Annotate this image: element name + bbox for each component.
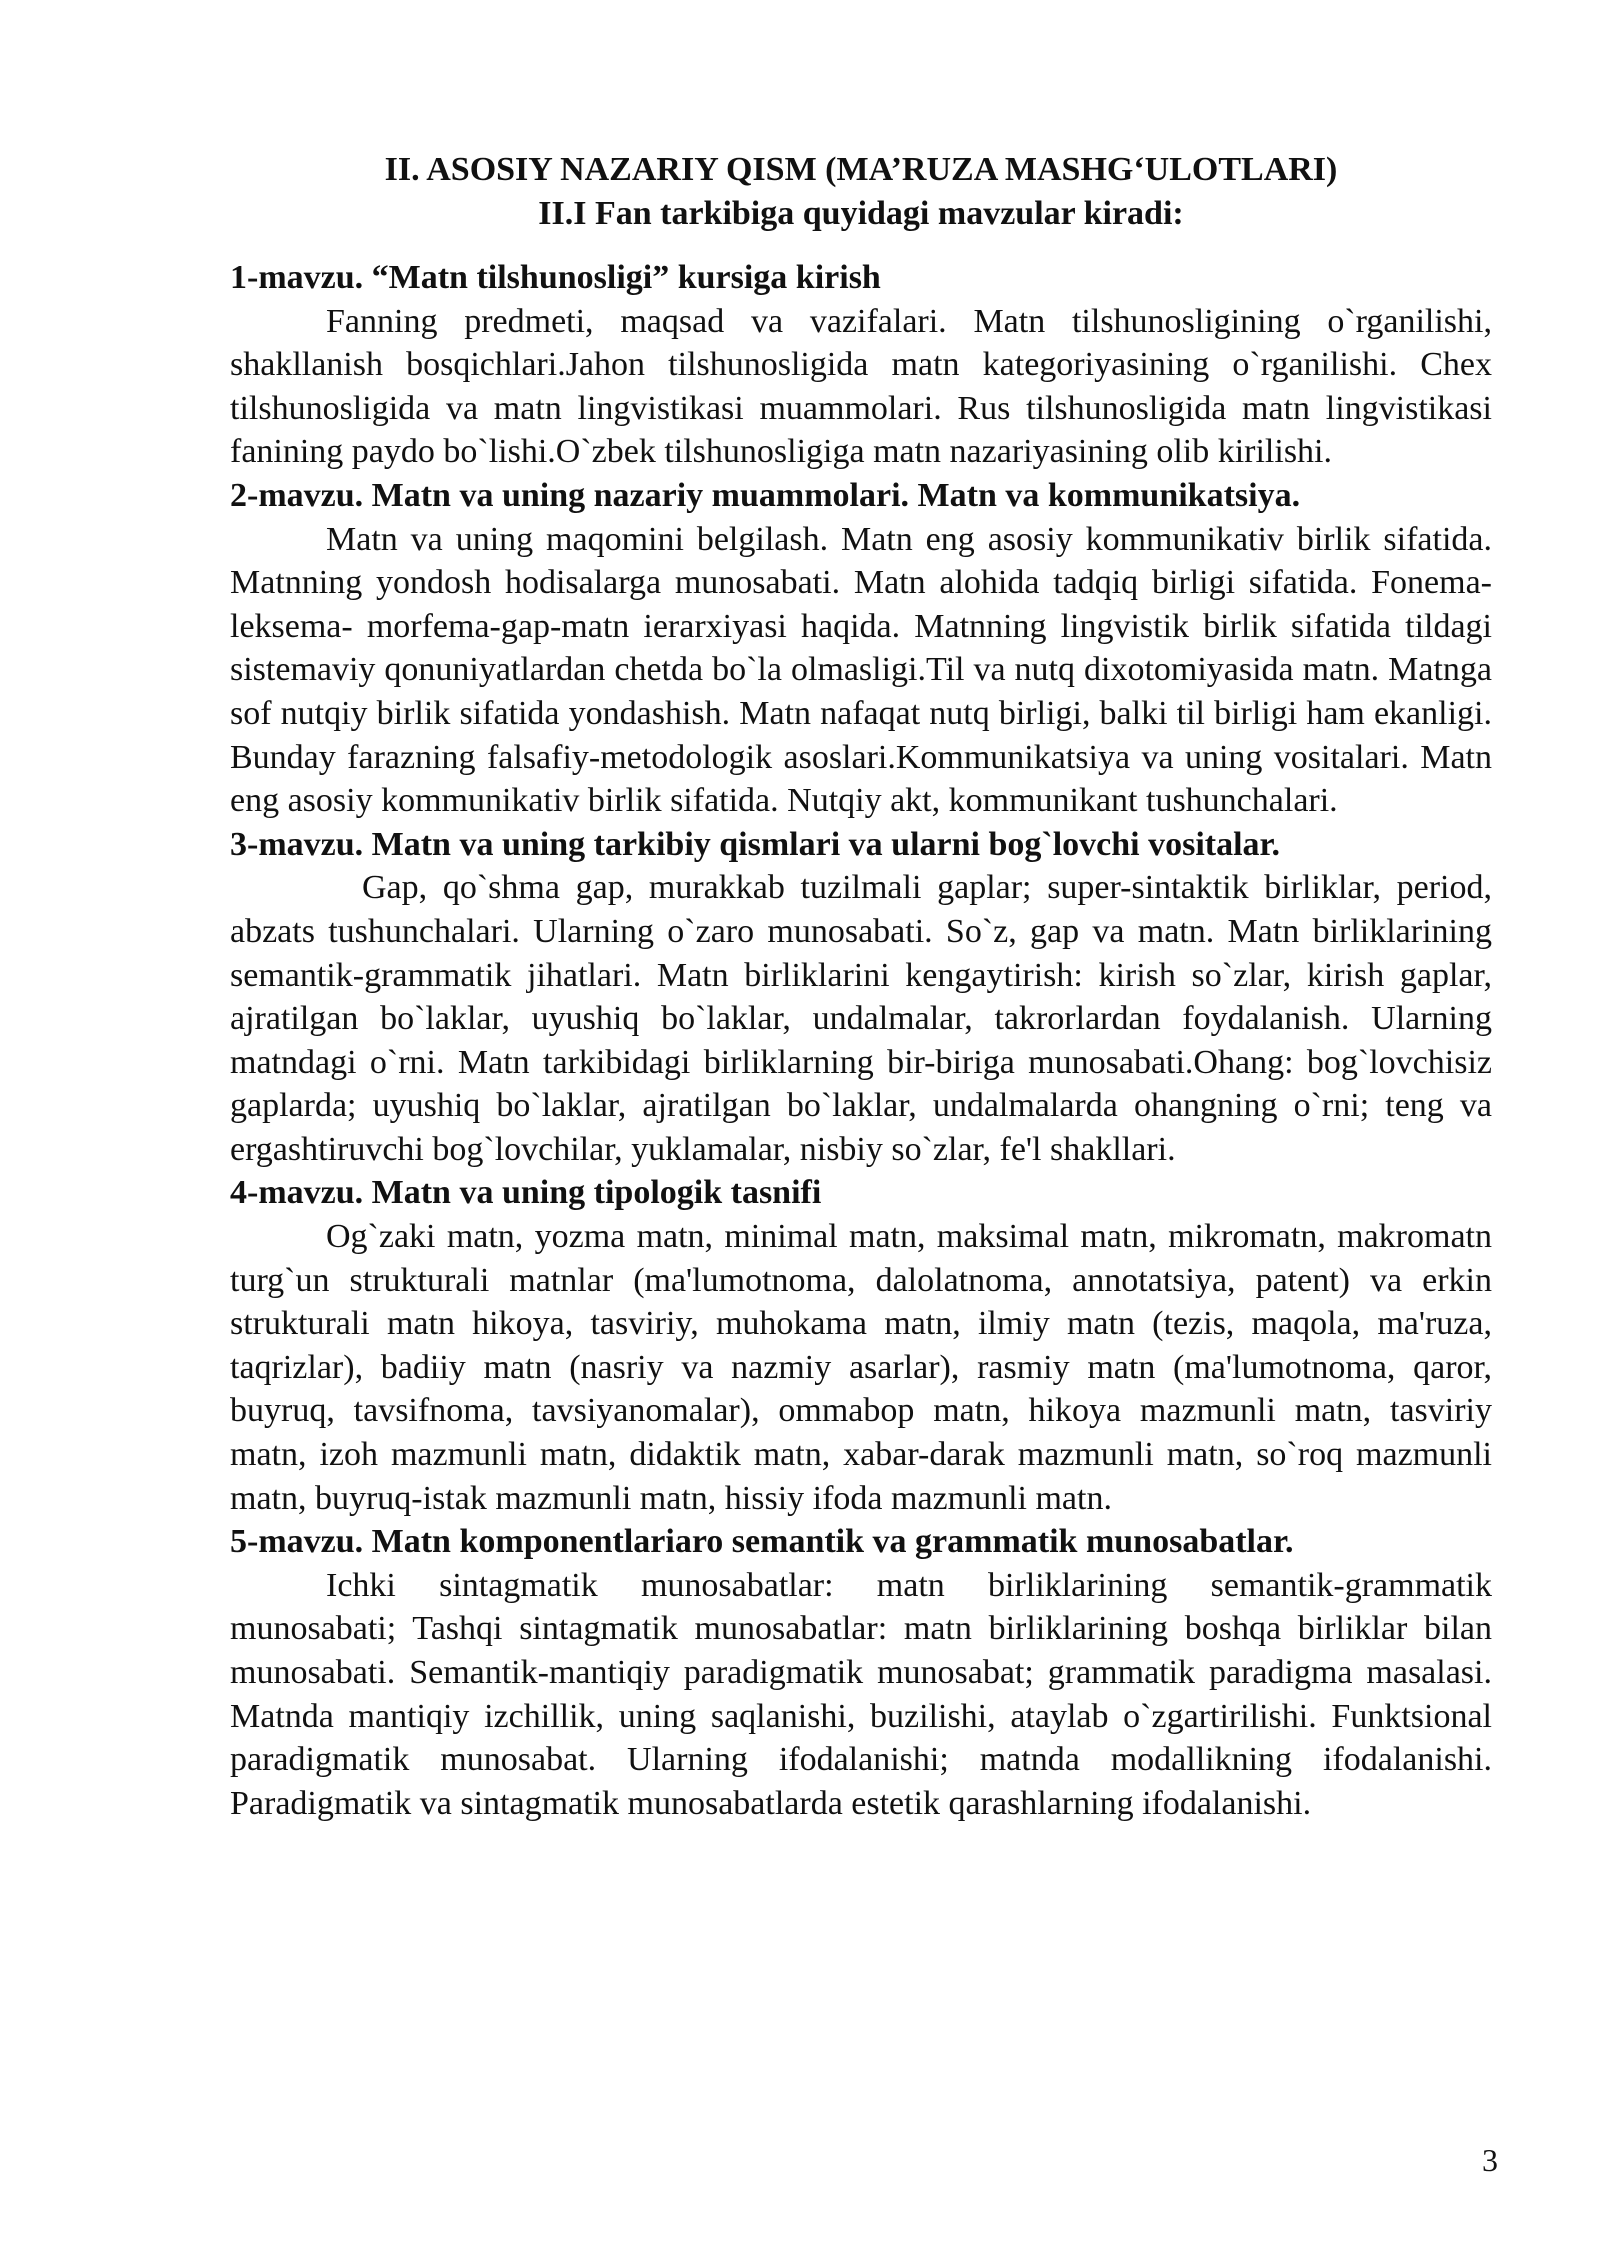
topic-2-body: Matn va uning maqomini belgilash. Matn eng asosiy kommunikativ birlik sifatida. Matnning yondosh hodisalarga munosabati. Matn alohida tadqiq birligi sifatida. Fonema-leksema- morfema-gap-matn ierarxiyasi haqida. Matnning lingvistik birlik sifatida tildagi sistemaviy qonuniyatlardan chetda bo`la olmasligi.Til va nutq dixotomiyasida matn. Matnga sof nutqiy birlik sifatida yondashish. Matn nafaqat nutq birligi, balki til birligi ham ekanligi. Bunday farazning falsafiy-metodologik asoslari.Kommunikatsiya va uning vositalari. Matn eng asosiy kommunikativ birlik sifatida. Nutqiy akt, kommunikant tushunchalari.: [230, 520, 1492, 820]
topic-5-title: 5-mavzu. Matn komponentlariaro semantik va grammatik munosabatlar.: [230, 1523, 1294, 1561]
page-number: 3: [1482, 2142, 1498, 2178]
topic-3-body: Gap, qo`shma gap, murakkab tuzilmali gaplar; super-sintaktik birliklar, period, abzats tushunchalari. Ularning o`zaro munosabati. So`z, gap va matn. Matn birliklarining semantik-grammatik jihatlari. Matn birliklarini kengaytirish: kirish so`zlar, kirish gaplar, ajratilgan bo`laklar, uyushiq bo`laklar, undalmalar, takrorlardan foydalanish. Ularning matndagi o`rni. Matn tarkibidagi birliklarning bir-biriga munosabati.Ohang: bog`lovchisiz gaplarda; uyushiq bo`laklar, ajratilgan bo`laklar, undalmalarda ohangning o`rni; teng va ergashtiruvchi bog`lovchilar, yuklamalar, nisbiy so`zlar, fe'l shakllari.: [230, 869, 1492, 1168]
section-title: II. ASOSIY NAZARIY QISM (MA’RUZA MASHG‘ULOTLARI): [384, 151, 1338, 188]
topic-5-body: Ichki sintagmatik munosabatlar: matn birliklarining semantik-grammatik munosabati; Tashqi sintagmatik munosabatlar: matn birliklarining boshqa birliklar bilan munosabati. Semantik-mantiqiy paradigmatik munosabat; grammatik paradigma masalasi. Matnda mantiqiy izchillik, uning saqlanishi, buzilishi, ataylab o`zgartirilishi. Funktsional paradigmatik munosabat. Ularning ifodalanishi; matnda modallikning ifodalanishi. Paradigmatik va sintagmatik munosabatlarda estetik qarashlarning ifodalanishi.: [230, 1566, 1492, 1822]
topic-4-title: 4-mavzu. Matn va uning tipologik tasnifi: [230, 1174, 822, 1212]
page-content: [230, 148, 1492, 1825]
topic-2-title: 2-mavzu. Matn va uning nazariy muammolari. Matn va kommunikatsiya.: [230, 476, 1301, 514]
topic-3-title: 3-mavzu. Matn va uning tarkibiy qismlari va ularni bog`lovchi vositalar.: [230, 825, 1280, 863]
topic-1-body: Fanning predmeti, maqsad va vazifalari. Matn tilshunosligining o`rganilishi, shakllanish bosqichlari.Jahon tilshunosligida matn kategoriyasining o`rganilishi. Chex tilshunosligida va matn lingvistikasi muammolari. Rus tilshunosligida matn lingvistikasi fanining paydo bo`lishi.O`zbek tilshunosligiga matn nazariyasining olib kirilishi.: [230, 302, 1492, 471]
topic-4-body: Og`zaki matn, yozma matn, minimal matn, maksimal matn, mikromatn, makromatn turg`un strukturali matnlar (ma'lumotnoma, dalolatnoma, annotatsiya, patent) va erkin strukturali matn hikoya, tasviriy, muhokama matn, ilmiy matn (tezis, maqola, ma'ruza, taqrizlar), badiiy matn (nasriy va nazmiy asarlar), rasmiy matn (ma'lumotnoma, qaror, buyruq, tavsifnoma, tavsiyanomalar), ommabop matn, hikoya mazmunli matn, tasviriy matn, izoh mazmunli matn, didaktik matn, xabar-darak mazmunli matn, so`roq mazmunli matn, buyruq-istak mazmunli matn, hissiy ifoda mazmunli matn.: [230, 1218, 1492, 1517]
section-subtitle: II.I Fan tarkibiga quyidagi mavzular kiradi:: [538, 195, 1184, 232]
topic-1-title: 1-mavzu. “Matn tilshunosligi” kursiga kirish: [230, 259, 881, 296]
